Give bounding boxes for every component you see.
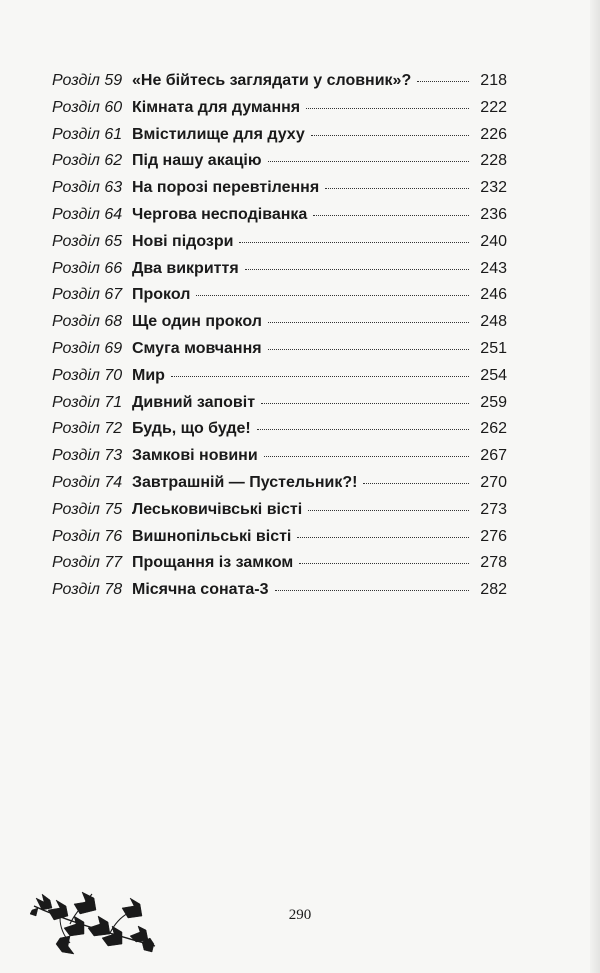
toc-chapter-label: Розділ 62 (52, 152, 123, 170)
toc-dot-leader (264, 456, 469, 457)
toc-row (52, 528, 507, 555)
toc-row (52, 394, 507, 421)
toc-chapter-label: Розділ 75 (52, 500, 123, 518)
toc-chapter-title: Чергова несподіванка (132, 205, 308, 223)
toc-chapter-title: Завтрашній — Пустельник?! (132, 473, 358, 491)
toc-dot-leader (417, 81, 469, 82)
toc-row (52, 206, 507, 233)
toc-chapter-label: Розділ 74 (52, 473, 123, 491)
toc-dot-leader (299, 563, 469, 564)
toc-chapter-title: Прокол (132, 286, 191, 304)
toc-chapter-title: «Не бійтесь заглядати у словник»? (132, 72, 412, 89)
toc-row (52, 72, 507, 99)
toc-chapter-label: Розділ 70 (52, 366, 123, 384)
toc-dot-leader (196, 295, 469, 296)
toc-dot-leader (325, 188, 469, 189)
toc-row (52, 340, 507, 367)
toc-row (52, 99, 507, 126)
toc-chapter-title: Леськовичівські вісті (132, 500, 303, 518)
toc-page-number: 273 (480, 500, 507, 518)
toc-page-number: 222 (480, 98, 507, 116)
toc-row (52, 179, 507, 206)
toc-row (52, 474, 507, 501)
toc-page-number: 270 (480, 473, 507, 491)
toc-row (52, 233, 507, 260)
toc-page-number: 278 (480, 554, 507, 572)
toc-dot-leader (171, 376, 469, 377)
toc-dot-leader (268, 322, 469, 323)
toc-chapter-label: Розділ 66 (52, 259, 123, 277)
toc-row (52, 313, 507, 340)
table-of-contents (52, 72, 507, 608)
toc-dot-leader (306, 108, 469, 109)
toc-chapter-title: Місячна соната-3 (132, 581, 269, 599)
toc-chapter-label: Розділ 69 (52, 339, 123, 357)
toc-chapter-title: Ще один прокол (132, 313, 262, 331)
toc-dot-leader (311, 135, 469, 136)
toc-chapter-label: Розділ 64 (52, 205, 123, 223)
toc-chapter-title: Будь, що буде! (132, 420, 251, 438)
toc-chapter-label: Розділ 60 (52, 98, 123, 116)
toc-chapter-title: Вишнопільські вісті (132, 527, 292, 545)
page-edge-shadow (590, 0, 600, 973)
toc-page-number: 226 (480, 125, 507, 143)
toc-row (52, 260, 507, 287)
toc-chapter-label: Розділ 73 (52, 447, 123, 465)
toc-chapter-title: Мир (132, 366, 165, 384)
toc-chapter-title: Прощання із замком (132, 554, 294, 572)
toc-row (52, 554, 507, 581)
toc-chapter-label: Розділ 71 (52, 393, 123, 411)
toc-page-number: 276 (480, 527, 507, 545)
toc-row (52, 501, 507, 528)
toc-row (52, 420, 507, 447)
toc-chapter-title: На порозі перевтілення (132, 179, 320, 197)
toc-chapter-label: Розділ 78 (52, 581, 123, 599)
toc-page-number: 262 (480, 420, 507, 438)
page-number: 290 (288, 907, 312, 923)
toc-page-number: 267 (480, 447, 507, 465)
toc-dot-leader (297, 537, 469, 538)
toc-page-number: 251 (480, 339, 507, 357)
toc-page-number: 218 (480, 72, 507, 89)
toc-row (52, 447, 507, 474)
toc-dot-leader (239, 242, 469, 243)
toc-chapter-title: Дивний заповіт (132, 393, 256, 411)
toc-page-number: 259 (480, 393, 507, 411)
toc-dot-leader (313, 215, 469, 216)
toc-dot-leader (308, 510, 469, 511)
toc-chapter-label: Розділ 59 (52, 72, 123, 89)
toc-chapter-label: Розділ 63 (52, 179, 123, 197)
toc-page-number: 246 (480, 286, 507, 304)
toc-page-number: 232 (480, 179, 507, 197)
toc-chapter-label: Розділ 77 (52, 554, 123, 572)
toc-row (52, 126, 507, 153)
toc-chapter-label: Розділ 65 (52, 232, 123, 250)
toc-dot-leader (268, 349, 469, 350)
toc-page-number: 236 (480, 205, 507, 223)
toc-row (52, 367, 507, 394)
toc-chapter-label: Розділ 68 (52, 313, 123, 331)
toc-page-number: 248 (480, 313, 507, 331)
toc-chapter-title: Два викриття (132, 259, 239, 277)
toc-chapter-title: Смуга мовчання (132, 339, 262, 357)
toc-row (52, 286, 507, 313)
toc-page-number: 228 (480, 152, 507, 170)
toc-dot-leader (261, 403, 469, 404)
toc-row (52, 581, 507, 608)
toc-chapter-title: Нові підозри (132, 232, 234, 250)
toc-chapter-title: Вмістилище для духу (132, 125, 305, 143)
toc-dot-leader (245, 269, 469, 270)
toc-chapter-label: Розділ 76 (52, 527, 123, 545)
toc-page-number: 240 (480, 232, 507, 250)
toc-chapter-title: Замкові новини (132, 447, 258, 465)
toc-chapter-label: Розділ 72 (52, 420, 123, 438)
toc-page-number: 282 (480, 581, 507, 599)
toc-chapter-title: Під нашу акацію (132, 152, 262, 170)
toc-page-number: 254 (480, 366, 507, 384)
toc-chapter-label: Розділ 67 (52, 286, 123, 304)
toc-chapter-title: Кімната для думання (132, 98, 301, 116)
toc-dot-leader (363, 483, 469, 484)
toc-dot-leader (268, 161, 469, 162)
toc-page-number: 243 (480, 259, 507, 277)
toc-chapter-label: Розділ 61 (52, 125, 123, 143)
toc-dot-leader (275, 590, 470, 591)
toc-dot-leader (257, 429, 469, 430)
toc-row (52, 152, 507, 179)
